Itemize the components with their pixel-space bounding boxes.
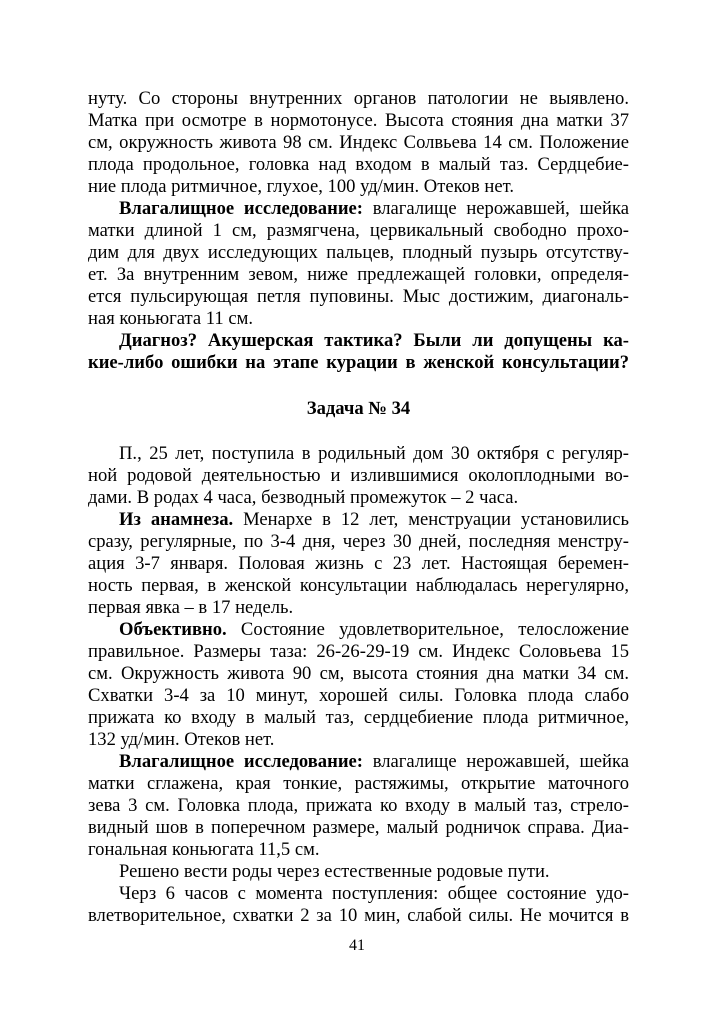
section-heading: Объективно. [119, 619, 227, 640]
text-span: Менархе в 12 лет, менструации установились [233, 509, 629, 530]
text-line: ность первая, в женской консультации наблюдалась нерегулярно, [88, 575, 629, 596]
text-line: Решено вести роды через естественные родовые пути. [119, 861, 550, 882]
text-line: сразу, регулярные, по 3-4 дня, через 30 дней, последняя менстру- [88, 531, 629, 552]
task-title-text: Задача № 34 [306, 398, 411, 419]
text-line: матки сглажена, края тонкие, растяжимы, открытие маточного [88, 773, 629, 794]
text-line: правильное. Размеры таза: 26-26-29-19 см. Индекс Соловьева 15 [88, 641, 629, 662]
text-line: матки длиной 1 см, размягчена, цервикальный свободно прохо- [88, 220, 629, 241]
section-heading: Влагалищное исследование: [119, 751, 363, 772]
text-line: см. Окружность живота 90 см, высота стояния дна матки 34 см. [88, 663, 629, 684]
text-line: ние плода ритмичное, глухое, 100 уд/мин. Отеков нет. [88, 176, 514, 197]
text-line: ация 3-7 января. Половая жизнь с 23 лет. Настоящая беремен- [88, 553, 629, 574]
text-line: влетворительное, схватки 2 за 10 мин, слабой силы. Не мочится в [88, 905, 629, 926]
text-line: плода продольное, головка над входом в малый таз. Сердцебие- [88, 154, 629, 175]
text-span: влагалище нерожавшей, шейка [362, 751, 629, 772]
text-line: дим для двух исследующих пальцев, плодный пузырь отсутству- [88, 242, 629, 263]
question-text: кие-либо ошибки на этапе курации в женской консультации? [88, 352, 629, 373]
question-line [88, 352, 629, 374]
text-line: ной родовой деятельностью и излившимися околоплодными во- [88, 465, 629, 486]
text-line: ется пульсирующая петля пуповины. Мыс достижим, диагональ- [88, 286, 629, 307]
text-line [119, 198, 629, 220]
text-line: первая явка – в 17 недель. [88, 597, 294, 618]
text-span: Состояние удовлетворительное, телосложение [226, 619, 629, 640]
text-line: дами. В родах 4 часа, безводный промежуток – 2 часа. [88, 487, 519, 508]
question-text: Диагноз? Акушерская тактика? Были ли допущены ка- [119, 330, 629, 351]
text-line: Схватки 3-4 за 10 минут, хорошей силы. Головка плода слабо [88, 685, 629, 706]
section-heading: Из анамнеза. [119, 509, 234, 530]
text-line [119, 509, 629, 531]
text-line: видный шов в поперечном размере, малый родничок справа. Диа- [88, 817, 629, 838]
task-title [88, 398, 629, 420]
text-line: гональная коньюгата 11,5 см. [88, 839, 320, 860]
text-line: ная коньюгата 11 см. [88, 308, 253, 329]
text-line: зева 3 см. Головка плода, прижата ко входу в малый таз, стрело- [88, 795, 629, 816]
text-span: влагалище нерожавшей, шейка [362, 198, 629, 219]
question-line [119, 330, 629, 352]
text-line: см, окружность живота 98 см. Индекс Солвьева 14 см. Положение [88, 132, 629, 153]
text-line: Матка при осмотре в нормотонусе. Высота стояния дна матки 37 [88, 110, 629, 131]
text-line: нуту. Со стороны внутренних органов патологии не выявлено. [88, 88, 629, 109]
text-line: ет. За внутренним зевом, ниже предлежащей головки, определя- [88, 264, 629, 285]
text-line: 132 уд/мин. Отеков нет. [88, 729, 275, 750]
section-heading: Влагалищное исследование: [119, 198, 363, 219]
text-line: прижата ко входу в малый таз, сердцебиение плода ритмичное, [88, 707, 629, 728]
text-line [119, 619, 629, 641]
page-number: 41 [349, 937, 365, 954]
text-line [119, 751, 629, 773]
text-line: П., 25 лет, поступила в родильный дом 30 октября с регуляр- [119, 443, 629, 464]
text-line: Черз 6 часов с момента поступления: общее состояние удо- [119, 883, 629, 904]
